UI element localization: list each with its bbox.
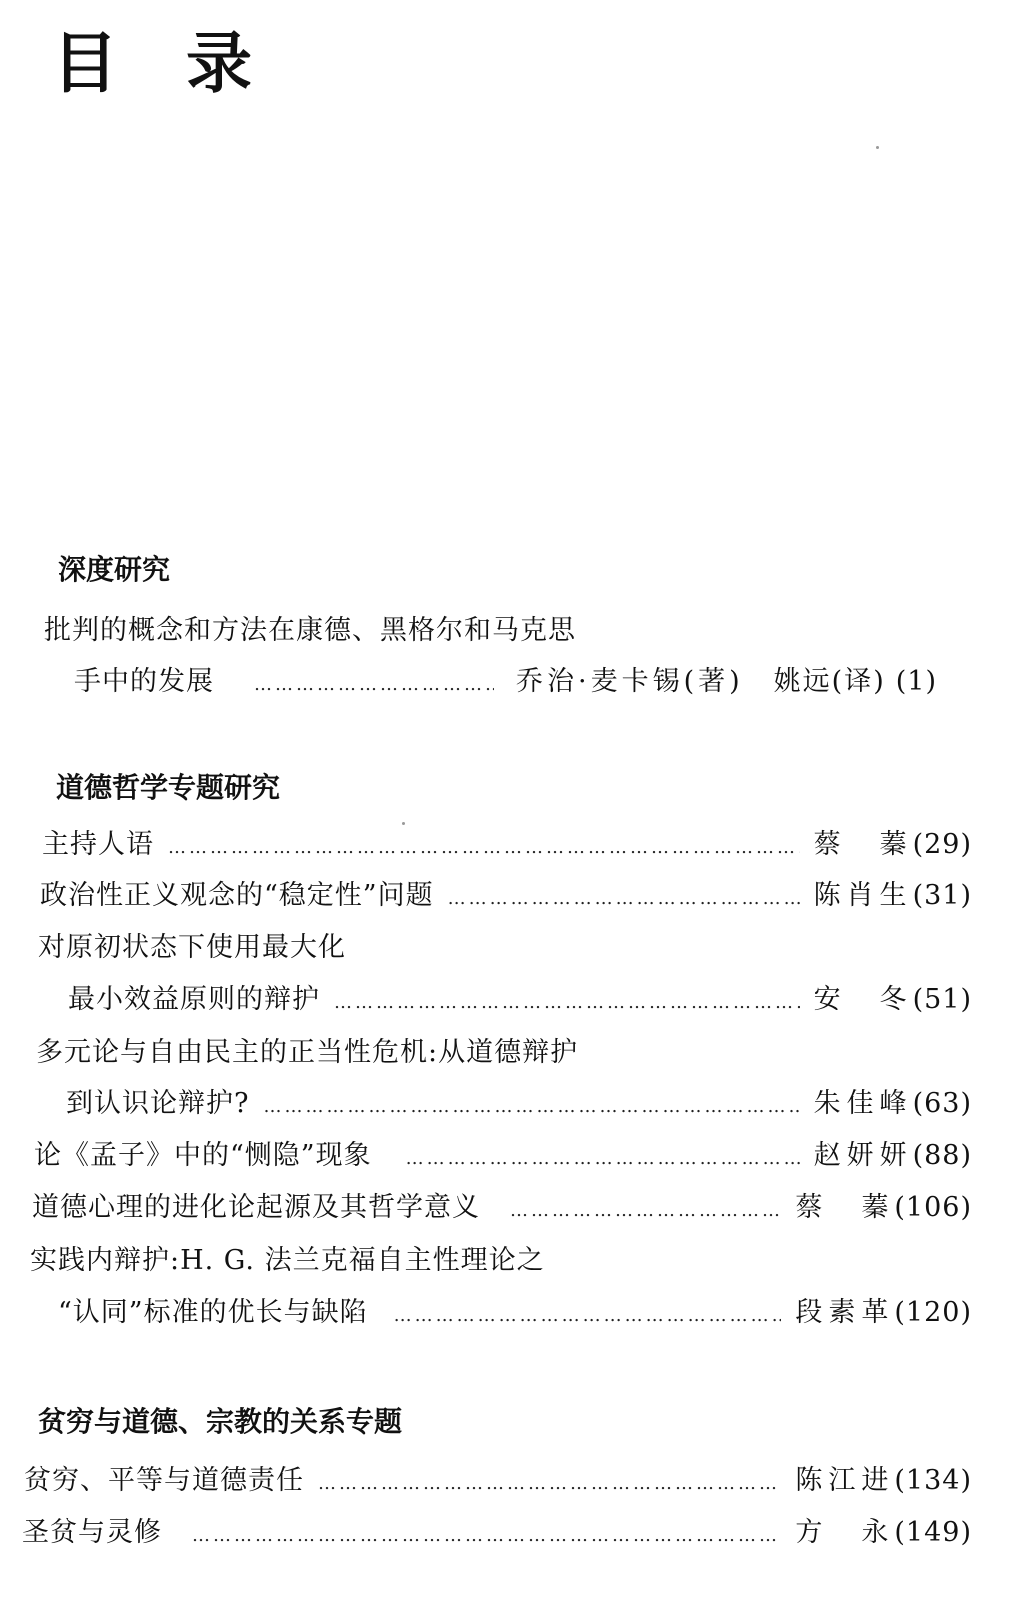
toc-entry-title: 对原初状态下使用最大化	[38, 932, 346, 963]
toc-entry-page: (51)	[912, 984, 972, 1015]
toc-entry	[66, 1085, 972, 1123]
toc-entry-author: 乔治·麦卡锡(著)	[516, 666, 744, 697]
toc-entry-title-line	[30, 1242, 972, 1280]
toc-entry-page: (149)	[894, 1517, 972, 1548]
page-title-char-1: 目	[52, 25, 118, 102]
toc-entry-title: 贫穷、平等与道德责任	[24, 1465, 304, 1496]
dot-leader	[394, 1297, 782, 1335]
paper-speck	[876, 146, 879, 149]
dot-leader	[510, 1192, 781, 1230]
toc-entry-title: 最小效益原则的辩护	[68, 984, 320, 1015]
toc-entry-title: 手中的发展	[74, 666, 214, 697]
toc-entry-page: (134)	[894, 1465, 972, 1496]
dot-leader	[192, 1517, 781, 1555]
toc-entry-title: 圣贫与灵修	[22, 1517, 162, 1548]
dot-leader	[318, 1465, 781, 1503]
toc-entry-author: 蔡 蓁	[795, 1192, 895, 1223]
page-title	[52, 24, 252, 104]
section-heading: 深度研究	[58, 553, 171, 586]
toc-entry-author: 安 冬	[813, 984, 913, 1015]
toc-entry	[74, 663, 978, 701]
toc-entry-title: 论《孟子》中的“恻隐”现象	[34, 1140, 372, 1171]
toc-entry-title: 道德心理的进化论起源及其哲学意义	[32, 1192, 480, 1223]
toc-entry-translator: 姚远(译)	[773, 666, 886, 697]
toc-entry-title: 实践内辩护:H. G. 法兰克福自主性理论之	[30, 1245, 545, 1276]
toc-entry-page: (31)	[912, 880, 972, 911]
toc-entry-title: 主持人语	[42, 829, 154, 860]
toc-entry	[58, 1294, 972, 1332]
toc-entry-title-line	[36, 1034, 972, 1072]
toc-entry-page: (88)	[912, 1140, 972, 1171]
toc-entry-author: 赵妍妍	[813, 1140, 913, 1171]
dot-leader	[334, 984, 800, 1022]
toc-entry-title-line	[38, 929, 972, 967]
dot-leader	[263, 1088, 799, 1126]
toc-entry-title: 到认识论辩护?	[66, 1088, 250, 1119]
toc-entry-title-line	[44, 612, 984, 650]
section-heading: 道德哲学专题研究	[56, 771, 281, 804]
toc-entry-author: 方 永	[795, 1517, 895, 1548]
toc-entry	[68, 981, 972, 1019]
toc-entry-title: 政治性正义观念的“稳定性”问题	[40, 880, 434, 911]
dot-leader	[448, 880, 800, 918]
toc-entry-page: (63)	[912, 1088, 972, 1119]
toc-entry	[22, 1514, 972, 1552]
dot-leader	[254, 666, 494, 704]
toc-entry-page: (120)	[894, 1297, 972, 1328]
toc-entry-page: (1)	[895, 666, 937, 697]
toc-entry-author: 段素革	[795, 1297, 895, 1328]
dot-leader	[406, 1140, 800, 1178]
toc-entry-page: (106)	[894, 1192, 972, 1223]
dot-leader	[168, 829, 800, 867]
toc-entry	[32, 1189, 972, 1227]
toc-entry-author: 陈肖生	[813, 880, 913, 911]
paper-speck	[402, 822, 405, 825]
toc-entry	[34, 1137, 972, 1175]
toc-entry	[24, 1462, 972, 1500]
toc-entry-page: (29)	[912, 829, 972, 860]
toc-entry	[42, 826, 972, 864]
page-title-char-2: 录	[186, 25, 252, 102]
section-heading: 贫穷与道德、宗教的关系专题	[38, 1405, 403, 1438]
toc-entry-author: 陈江进	[795, 1465, 895, 1496]
toc-entry-title: 批判的概念和方法在康德、黑格尔和马克思	[44, 615, 576, 646]
toc-entry-title: “认同”标准的优长与缺陷	[58, 1297, 368, 1328]
toc-entry	[40, 877, 972, 915]
toc-entry-title: 多元论与自由民主的正当性危机:从道德辩护	[36, 1037, 579, 1068]
toc-entry-author: 朱佳峰	[813, 1088, 913, 1119]
toc-entry-author: 蔡 蓁	[813, 829, 913, 860]
